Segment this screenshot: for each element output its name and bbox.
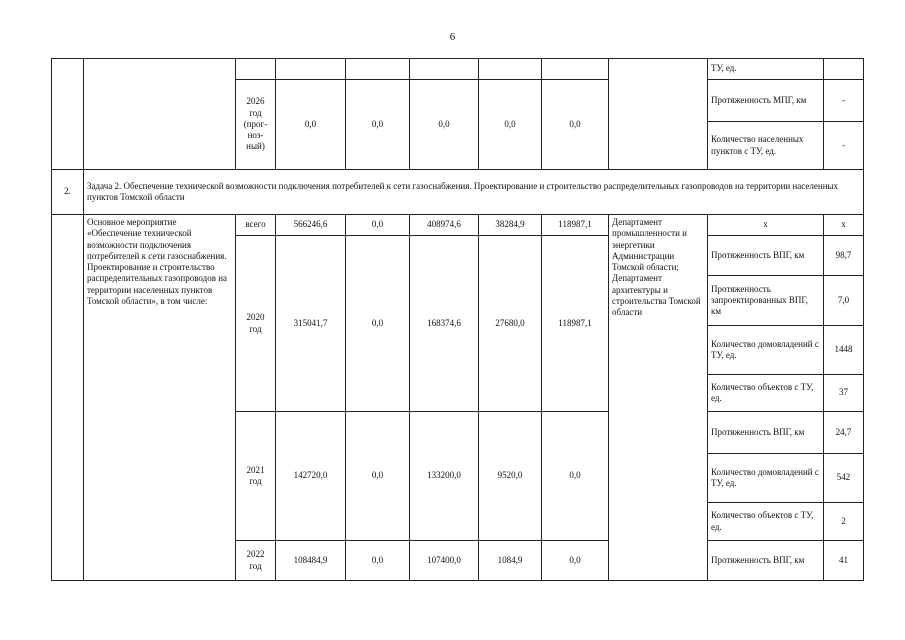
indicator-value: х: [824, 215, 864, 236]
event-name: Основное мероприятие «Обеспечение технической возможности подключения потребителей к сети газоснабжения. Проектирование и строительство распределительных газопроводов на территории населенных пунктов Томской области», в том числе:: [84, 215, 236, 581]
indicator-value: 41: [824, 541, 864, 581]
value-cell: 118987,1: [542, 236, 609, 412]
value-cell: 142720,0: [276, 412, 346, 541]
value-cell: 107400,0: [410, 541, 479, 581]
value-cell: 27680,0: [479, 236, 542, 412]
value-cell: 0,0: [346, 215, 410, 236]
value-cell: 0,0: [346, 236, 410, 412]
year-cell: 2021 год: [236, 412, 276, 541]
value-cell: 315041,7: [276, 236, 346, 412]
indicator-value: 24,7: [824, 412, 864, 454]
value-cell: 0,0: [479, 80, 542, 170]
value-cell: 0,0: [542, 412, 609, 541]
value-cell: 0,0: [346, 412, 410, 541]
value-cell: 133200,0: [410, 412, 479, 541]
value-cell: 0,0: [542, 80, 609, 170]
year-cell: 2020 год: [236, 236, 276, 412]
value-cell: 9520,0: [479, 412, 542, 541]
value-cell: 0,0: [346, 80, 410, 170]
total-label: всего: [236, 215, 276, 236]
indicator-value: -: [824, 80, 864, 122]
value-cell: 408974,6: [410, 215, 479, 236]
year-cell: 2026 год (прог- ноз- ный): [236, 80, 276, 170]
value-cell: 0,0: [410, 80, 479, 170]
year-cell: 2022 год: [236, 541, 276, 581]
indicator-value: 37: [824, 375, 864, 412]
indicator-name: Количество объектов с ТУ, ед.: [708, 375, 824, 412]
indicator-value: 542: [824, 454, 864, 503]
value-cell: 1084,9: [479, 541, 542, 581]
task-row: [52, 170, 864, 215]
table-row: [52, 59, 864, 80]
indicator-value: -: [824, 122, 864, 170]
value-cell: 0,0: [542, 541, 609, 581]
value-cell: 38284,9: [479, 215, 542, 236]
indicator-value: 7,0: [824, 276, 864, 326]
indicator-name: Протяженность запроектированных ВПГ, км: [708, 276, 824, 326]
value-cell: 108484,9: [276, 541, 346, 581]
indicator-value: 2: [824, 503, 864, 541]
indicator-name: х: [708, 215, 824, 236]
table-row: [52, 215, 864, 236]
task-title: Задача 2. Обеспечение технической возможности подключения потребителей к сети газоснабжения. Проектирование и строительство распределительных газопроводов на территории населенных пунктов Томской области: [84, 170, 864, 215]
value-cell: 0,0: [276, 80, 346, 170]
indicator-name: Количество домовладений с ТУ, ед.: [708, 326, 824, 375]
value-cell: 168374,6: [410, 236, 479, 412]
value-cell: 0,0: [346, 541, 410, 581]
value-cell: 118987,1: [542, 215, 609, 236]
indicator-name: Протяженность МПГ, км: [708, 80, 824, 122]
indicator-name: Протяженность ВПГ, км: [708, 412, 824, 454]
indicator-value: 1448: [824, 326, 864, 375]
indicator-name: Протяженность ВПГ, км: [708, 541, 824, 581]
program-table: [51, 58, 864, 581]
indicator-name: ТУ, ед.: [708, 59, 824, 80]
page-number: 6: [449, 31, 456, 43]
indicator-name: Количество объектов с ТУ, ед.: [708, 503, 824, 541]
indicator-value: 98,7: [824, 236, 864, 276]
executor: Департамент промышленности и энергетики Администрации Томской области; Департамент архитектуры и строительства Томской области: [609, 215, 708, 581]
value-cell: 566246,6: [276, 215, 346, 236]
indicator-name: Количество населенных пунктов с ТУ, ед.: [708, 122, 824, 170]
task-number: 2.: [52, 170, 84, 215]
indicator-name: Протяженность ВПГ, км: [708, 236, 824, 276]
indicator-name: Количество домовладений с ТУ, ед.: [708, 454, 824, 503]
